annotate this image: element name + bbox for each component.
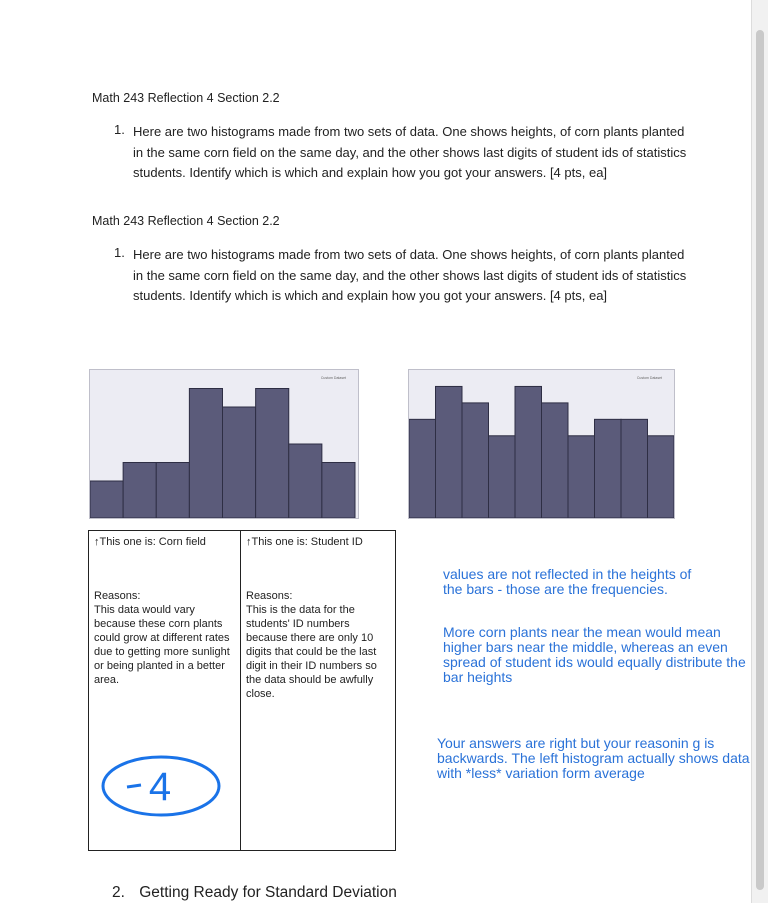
histogram-bar	[568, 436, 595, 518]
answer-left-head: ↑This one is: Corn field	[94, 536, 206, 548]
grade-circle	[97, 751, 237, 821]
histogram-bar	[409, 419, 436, 518]
answer-column-corn	[89, 531, 241, 850]
histogram-right-plot	[409, 370, 674, 518]
histogram-bar	[595, 419, 622, 518]
histogram-left	[89, 369, 359, 519]
histogram-bar	[289, 444, 322, 518]
comment-frequencies-line1: values are not reflected in the heights of	[443, 566, 692, 582]
question-1-number: 1.	[114, 122, 125, 137]
grade-score: 4	[148, 765, 172, 809]
histogram-bar	[621, 419, 648, 518]
histogram-bar	[648, 436, 675, 518]
histogram-bar	[223, 407, 256, 518]
histogram-bar	[489, 436, 516, 518]
page-header-repeat: Math 243 Reflection 4 Section 2.2	[92, 214, 280, 228]
comment-mean: More corn plants near the mean would mean higher bars near the middle, whereas an even spread of student ids would equally distribute the bar heights	[443, 625, 746, 685]
question-1-text-repeat: Here are two histograms made from two sets of data. One shows heights, of corn plants planted in the same corn field on the same day, and the other shows last digits of student ids of statistics students. Identify which is which and explain how you got your answers. [4 pts, ea]	[133, 247, 687, 303]
question-1-text: Here are two histograms made from two sets of data. One shows heights, of corn plants planted in the same corn field on the same day, and the other shows last digits of student ids of statistics students. Identify which is which and explain how you got your answers. [4 pts, ea]	[133, 124, 687, 180]
answer-table	[88, 530, 396, 851]
answer-right-reasons-label: Reasons:	[246, 590, 293, 602]
comment-frequencies	[443, 567, 691, 597]
answer-right-head: ↑This one is: Student ID	[246, 536, 363, 548]
histogram-bar	[156, 463, 189, 519]
question-2-text: Getting Ready for Standard Deviation	[139, 884, 397, 901]
question-1-clipped	[0, 116, 752, 196]
histogram-left-title: Custom Dataset	[320, 376, 346, 380]
histogram-right	[408, 369, 675, 519]
histogram-bar	[542, 403, 569, 518]
answer-right-reasons: This is the data for the students' ID numbers because there are only 10 digits that could be the last digit in their ID numbers so the data should be awfully close.	[246, 604, 377, 700]
histogram-bar	[189, 389, 222, 519]
answer-left-reasons-label: Reasons:	[94, 590, 141, 602]
comment-reasoning: Your answers are right but your reasonin g is backwards. The left histogram actually shows data with *less* variation form average	[437, 735, 750, 781]
scrollbar-thumb[interactable]	[756, 30, 764, 890]
page-header: Math 243 Reflection 4 Section 2.2	[92, 91, 280, 105]
histogram-bar	[256, 389, 289, 519]
histogram-bar	[462, 403, 489, 518]
histogram-right-title: Custom Dataset	[636, 376, 662, 380]
answer-right-reasons-block	[246, 589, 394, 701]
answer-column-student-id	[241, 531, 395, 850]
histogram-bar	[90, 481, 123, 518]
scrollbar[interactable]	[751, 0, 768, 903]
comment-frequencies-line2: the bars - those are the frequencies.	[443, 581, 668, 597]
histogram-left-plot	[90, 370, 358, 518]
question-2	[112, 884, 397, 902]
histogram-bar	[322, 463, 355, 519]
comment-mean-clip	[443, 625, 763, 687]
question-1-number-repeat: 1.	[114, 245, 125, 260]
question-2-number: 2.	[112, 884, 125, 901]
histogram-bar	[123, 463, 156, 519]
histogram-bar	[515, 386, 542, 518]
answer-left-reasons-block	[94, 589, 238, 687]
answer-left-reasons: This data would vary because these corn plants could grow at different rates due to getting more sunlight or being planted in a better area.	[94, 604, 230, 686]
histogram-bar	[436, 386, 463, 518]
